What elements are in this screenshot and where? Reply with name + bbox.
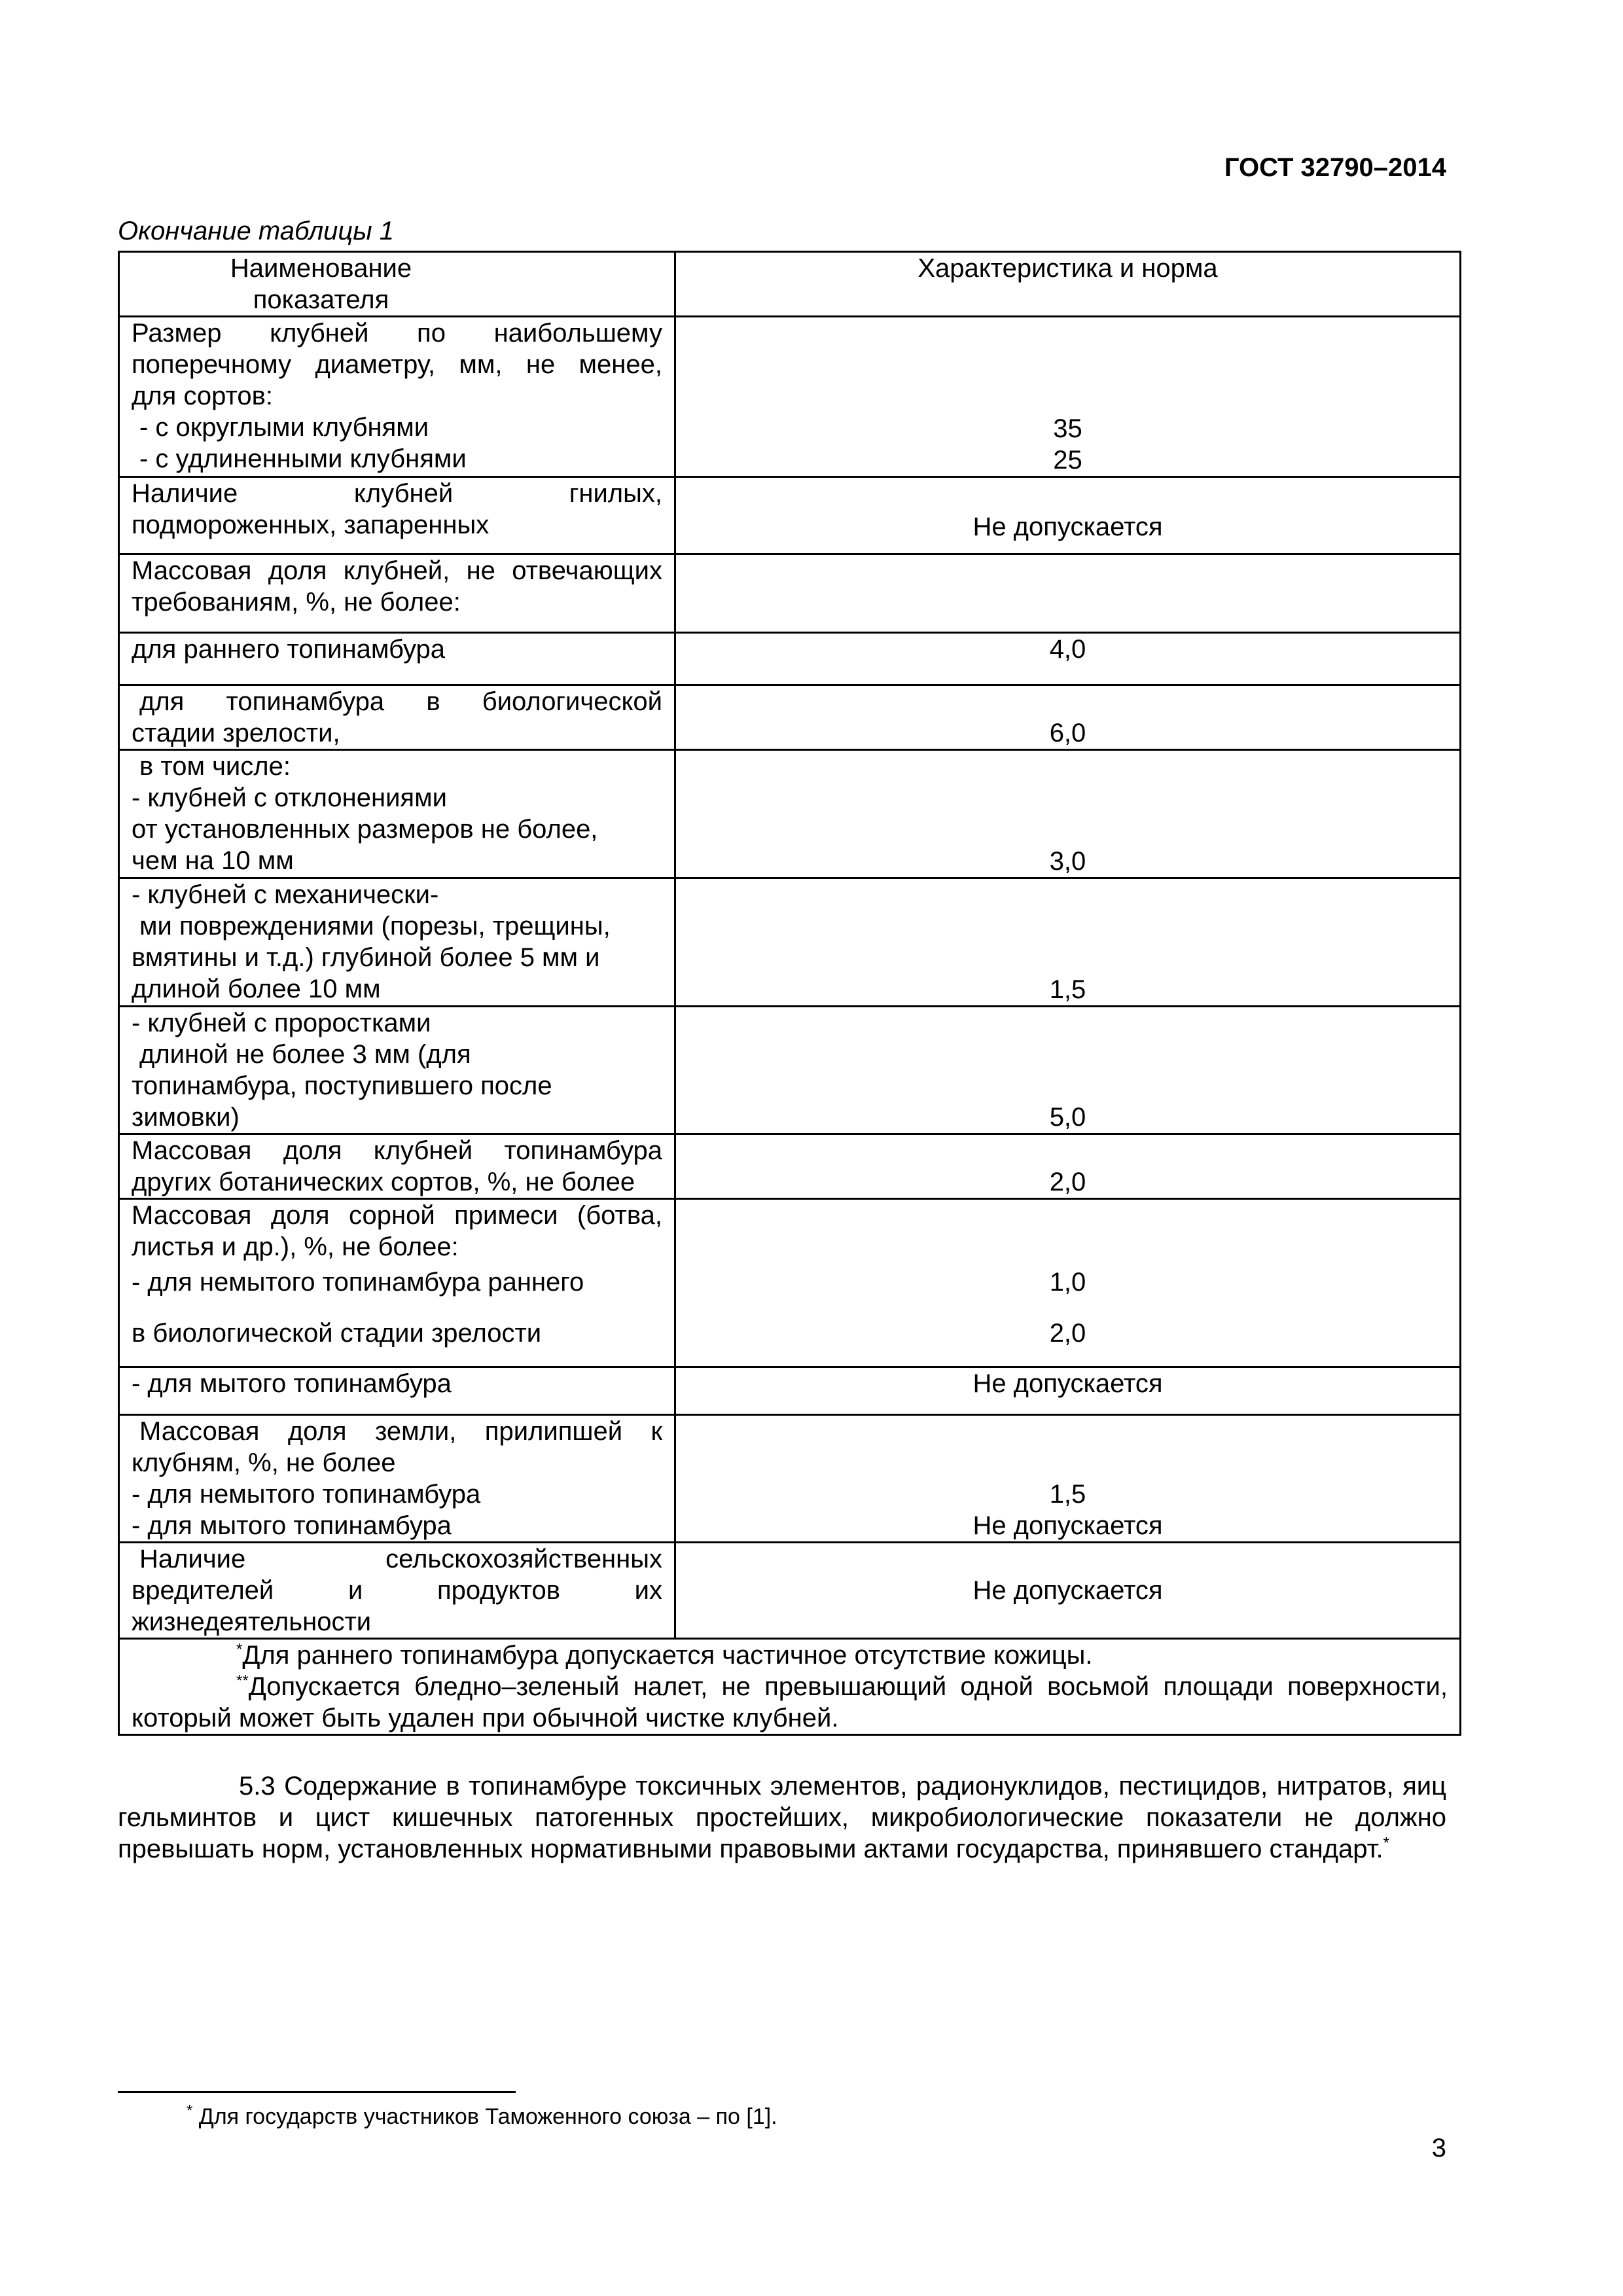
row-value [675,554,1461,633]
row-label: - для мытого топинамбура [119,1367,675,1415]
table-row [119,1415,1461,1543]
table-row [119,554,1461,633]
table-row [119,878,1461,1007]
row-label: - клубней с проростками длиной не более 3 мм (для топинамбура, поступившего после зимовки) [119,1007,675,1134]
row-label: Наличие клубней гнилых, подмороженных, запаренных [119,477,675,554]
note-2: **Допускается бледно–зеленый налет, не превышающий одной восьмой площади поверхности, который может быть удален при обычной чистке клубней. [132,1672,1448,1732]
table-caption: Окончание таблицы 1 [118,217,395,245]
document-id: ГОСТ 32790–2014 [1224,153,1446,182]
row-label: Массовая доля земли, прилипшей к клубням, %, не более - для немытого топинамбура - для мытого топинамбура [119,1415,675,1543]
row-value: Не допускается [675,1543,1461,1639]
table-row [119,1199,1461,1367]
row-value: 1,0 2,0 [675,1199,1461,1367]
table-notes-row [119,1639,1461,1735]
note-1: *Для раннего топинамбура допускается частичное отсутствие кожицы. [236,1640,1093,1670]
row-label: для топинамбура в биологической стадии зрелости, [119,685,675,750]
row-value: 35 25 [675,317,1461,477]
section-5-3-paragraph: 5.3 Содержание в топинамбуре токсичных элементов, радионуклидов, пестицидов, нитратов, яиц гельминтов и цист кишечных патогенных простейших, микробиологические показатели не должно превышать норм, установленных нормативными правовыми актами государства, принявшего стандарт.* [118,1772,1446,1863]
table-row [119,477,1461,554]
footnote: * Для государств участников Таможенного союза – по [1]. [187,2102,777,2129]
table-row [119,317,1461,477]
table-row [119,633,1461,685]
table-row [119,1134,1461,1199]
row-value: 1,5 [675,878,1461,1007]
table-row [119,1007,1461,1134]
page-number: 3 [1431,2134,1446,2162]
table-header-row [119,252,1461,317]
indicators-table [118,251,1461,1736]
row-label: - клубней с механически- ми повреждениями (порезы, трещины, вмятины и т.д.) глубиной более 5 мм и длиной более 10 мм [119,878,675,1007]
row-label: Наличие сельскохозяйственных вредителей и продуктов их жизнедеятельности [119,1543,675,1639]
header-characteristic: Характеристика и норма [675,252,1461,317]
row-label: для раннего топинамбура [119,633,675,685]
row-label: Размер клубней по наибольшему поперечному диаметру, мм, не менее, для сортов: - с округлыми клубнями - с удлиненными клубнями [119,317,675,477]
row-value: 2,0 [675,1134,1461,1199]
row-value: Не допускается [675,477,1461,554]
row-value: 5,0 [675,1007,1461,1134]
table-row [119,750,1461,878]
row-value: 3,0 [675,750,1461,878]
header-indicator-name: Наименование показателя [119,252,675,317]
table-row [119,1367,1461,1415]
row-value: 4,0 [675,633,1461,685]
row-label: Массовая доля клубней топинамбура других ботанических сортов, %, не более [119,1134,675,1199]
row-label: в том числе: - клубней с отклонениями от установленных размеров не более, чем на 10 мм [119,750,675,878]
row-value: 1,5 Не допускается [675,1415,1461,1543]
footnote-separator [118,2091,516,2093]
table-row [119,685,1461,750]
table-row [119,1543,1461,1639]
row-value: 6,0 [675,685,1461,750]
row-value: Не допускается [675,1367,1461,1415]
table-notes [119,1639,1461,1735]
row-label: Массовая доля клубней, не отвечающих требованиям, %, не более: [119,554,675,633]
row-label: Массовая доля сорной примеси (ботва, листья и др.), %, не более: - для немытого топинамбура раннего в биологической стадии зрелости [119,1199,675,1367]
